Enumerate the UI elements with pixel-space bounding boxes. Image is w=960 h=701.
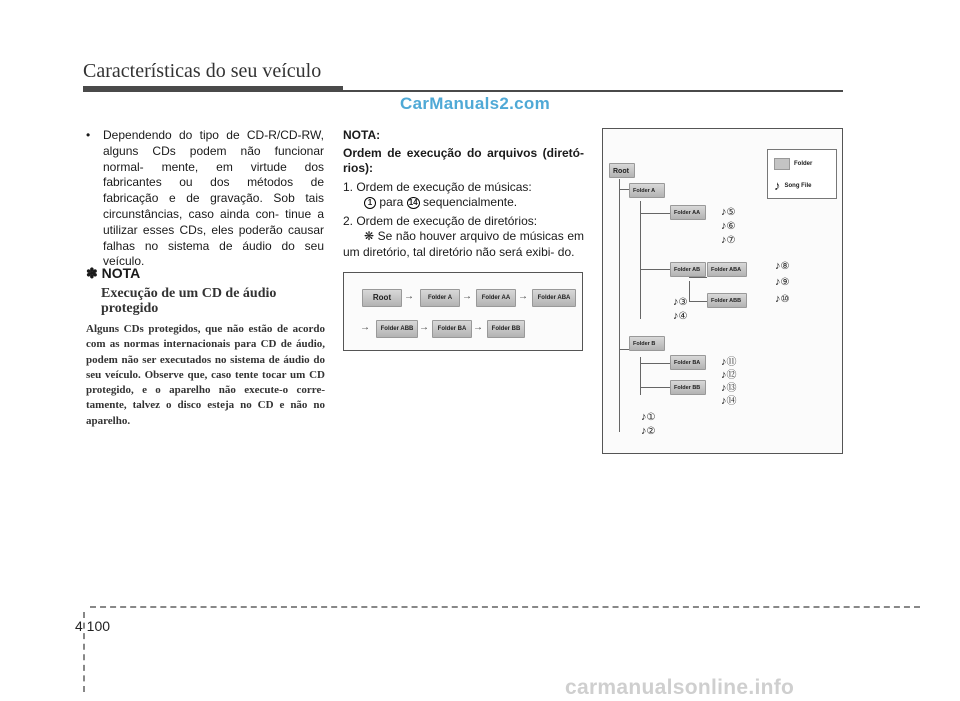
arrow-icon: → <box>419 322 429 333</box>
song-file: ♪③ <box>673 296 688 308</box>
playback-order-heading: Ordem de execução do arquivos (diretó- rios): <box>343 145 584 175</box>
tree-folder-aa: Folder AA <box>670 205 706 220</box>
arrow-icon: → <box>473 322 483 333</box>
nota-title: NOTA <box>101 265 141 281</box>
tree-folder-aba: Folder ABA <box>707 262 747 277</box>
song-file: ♪⑪ <box>721 356 737 368</box>
tree-folder-a: Folder A <box>629 183 665 198</box>
song-file: ♪④ <box>673 310 688 322</box>
tree-line <box>640 363 670 364</box>
carmanuals-watermark[interactable]: CarManuals2.com <box>400 94 550 113</box>
seq-folder-a: Folder A <box>420 289 460 307</box>
left-column <box>86 128 324 270</box>
song-file: ♪⑧ <box>775 260 790 272</box>
seq-root: Root <box>362 289 402 307</box>
nota-heading <box>86 265 140 282</box>
item1-label: 1. Ordem de execução de músicas: <box>343 179 532 194</box>
tree-folder-ba: Folder BA <box>670 355 706 370</box>
tree-folder-b: Folder B <box>629 336 665 351</box>
track-end-number: 14 <box>407 197 420 209</box>
folder-icon <box>774 158 790 170</box>
item2-label: 2. Ordem de execução de diretórios: <box>343 213 538 228</box>
seq-folder-ba: Folder BA <box>432 320 472 338</box>
header-rule-dark <box>83 86 343 92</box>
tree-line <box>640 201 641 319</box>
legend-song <box>774 178 812 193</box>
arrow-icon: → <box>518 291 528 302</box>
item1-detail <box>343 195 584 211</box>
seq-folder-abb: Folder ABB <box>376 320 418 338</box>
item2-note <box>343 229 584 260</box>
header-rule-thin <box>343 90 843 92</box>
tree-legend <box>767 149 837 199</box>
page-number: 4 100 <box>75 618 111 634</box>
footer-dashed-rule <box>90 606 920 608</box>
folder-tree-diagram <box>602 128 843 454</box>
legend-folder-label: Folder <box>794 161 813 167</box>
tree-line <box>640 213 670 214</box>
song-file: ♪⑬ <box>721 382 737 394</box>
arrow-icon: → <box>360 322 370 333</box>
tree-folder-abb: Folder ABB <box>707 293 747 308</box>
music-note-icon: ♪ <box>774 178 781 193</box>
item1-end: sequencialmente. <box>419 195 518 209</box>
seq-folder-aa: Folder AA <box>476 289 516 307</box>
legend-folder <box>774 158 812 170</box>
bullet-icon: • <box>86 128 91 142</box>
song-file: ♪① <box>641 411 656 423</box>
bullet-text: Dependendo do tipo de CD-R/CD-RW, alguns CDs podem não funcionar normal- mente, em virtude dos fabricantes ou dos métodos de fabricação e de gravação. Sob tais circunstâncias, caso ainda con- tinue a utilizar esses CDs, eles poderão causar falhas no sistema de áudio do seu veículo. <box>103 128 324 269</box>
tree-line <box>689 301 707 302</box>
asterisk-icon: ✽ <box>86 265 98 281</box>
star-icon: ❋ <box>364 229 375 243</box>
tree-folder-ab: Folder AB <box>670 262 706 277</box>
track-start-number: 1 <box>364 197 376 209</box>
tree-line <box>640 387 670 388</box>
tree-line <box>619 179 620 432</box>
bullet-paragraph <box>86 128 324 270</box>
song-file: ♪⑫ <box>721 369 737 381</box>
song-file: ♪⑦ <box>721 234 736 246</box>
nota-body: Alguns CDs protegidos, que não estão de acordo com as normas internacionais para CD de áudio, podem não ser executados no sistema de áudio do seu veículo. Observe que, caso tente tocar um CD protegido, e o aparelho não execute-o corre- tamente, talvez o disco esteja no CD e não no aparelho. <box>86 323 325 427</box>
middle-column <box>343 128 584 260</box>
arrow-icon: → <box>404 291 414 302</box>
song-file: ♪② <box>641 425 656 437</box>
nota-label: NOTA: <box>343 128 381 142</box>
song-file: ♪⑩ <box>775 293 790 305</box>
song-file: ♪⑭ <box>721 395 737 407</box>
page-header-title: Características do seu veículo <box>83 60 322 82</box>
tree-line <box>640 269 670 270</box>
arrow-icon: → <box>462 291 472 302</box>
song-file: ♪⑥ <box>721 220 736 232</box>
tree-folder-bb: Folder BB <box>670 380 706 395</box>
directory-sequence-diagram <box>343 272 583 351</box>
seq-folder-bb: Folder BB <box>487 320 525 338</box>
item2-note-text: Se não houver arquivo de músicas em um diretório, tal diretório não será exibi- do. <box>343 229 584 259</box>
carmanualsonline-watermark[interactable]: carmanualsonline.info <box>565 676 795 699</box>
seq-folder-aba: Folder ABA <box>532 289 576 307</box>
song-file: ♪⑨ <box>775 276 790 288</box>
nota-subtitle: Execução de um CD de áudio protegido <box>101 286 277 316</box>
legend-song-label: Song File <box>784 182 812 189</box>
tree-root: Root <box>609 163 635 178</box>
song-file: ♪⑤ <box>721 206 736 218</box>
item1-para: para <box>376 195 407 209</box>
tree-line <box>689 281 690 301</box>
